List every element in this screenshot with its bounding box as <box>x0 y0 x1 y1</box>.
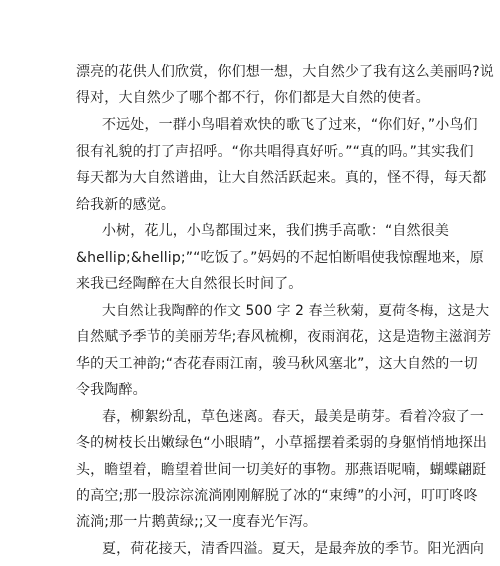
text-line: 自然赋予季节的美丽芳华;春风梳柳，夜雨润花，这是造物主滋润芳 <box>76 329 492 345</box>
text-line: 夏，荷花接天，清香四溢。夏天，是最奔放的季节。阳光洒向 <box>102 541 485 557</box>
text-line: 给我新的感觉。 <box>76 197 176 213</box>
text-line: 春，柳絮纷乱，草色迷离。春天，最美是萌芽。看着冷寂了一 <box>102 409 485 425</box>
text-line: 得对，大自然少了哪个都不行，你们都是大自然的使者。 <box>76 90 430 106</box>
text-line: 小树，花儿，小鸟都围过来，我们携手高歌：“自然很美 <box>102 223 450 239</box>
text-line: 每天都为大自然谱曲，让大自然活跃起来。真的，怪不得，每天都 <box>76 170 487 186</box>
text-line: 头，瞻望着，瞻望着世间一切美好的事物。那燕语呢喃，蝴蝶翩跹 <box>76 462 487 478</box>
text-line: 漂亮的花供人们欣赏，你们想一想，大自然少了我有这么美丽吗?说 <box>76 64 494 80</box>
text-line: 来我已经陶醉在大自然很长时间了。 <box>76 276 303 292</box>
text-line: 大自然让我陶醉的作文 500 字 2 春兰秋菊，夏荷冬梅，这是大 <box>102 303 490 319</box>
text-line: 冬的树枝长出嫩绿色“小眼睛”，小草摇摆着柔弱的身躯悄悄地探出 <box>76 435 488 451</box>
text-line: 很有礼貌的打了声招呼。“你共唱得真好听。”“真的吗。”其实我们 <box>76 144 474 160</box>
text-line: 流淌;那一片鹅黄绿;;又一度春光乍泻。 <box>76 514 317 530</box>
text-line: &hellip;&hellip;”“吃饭了。”妈妈的不起怕断唱使我惊醒地来，原 <box>76 250 484 266</box>
text-line: 华的天工神韵;“杏花春雨江南，骏马秋风塞北”，这大自然的一切 <box>76 356 478 372</box>
text-line: 不远处，一群小鸟唱着欢快的歌飞了过来，“你们好，”小鸟们 <box>102 117 478 133</box>
text-line: 令我陶醉。 <box>76 382 147 398</box>
text-line: 的高空;那一股淙淙流淌刚刚解脱了冰的“束缚”的小河，叮叮咚咚 <box>76 488 478 504</box>
